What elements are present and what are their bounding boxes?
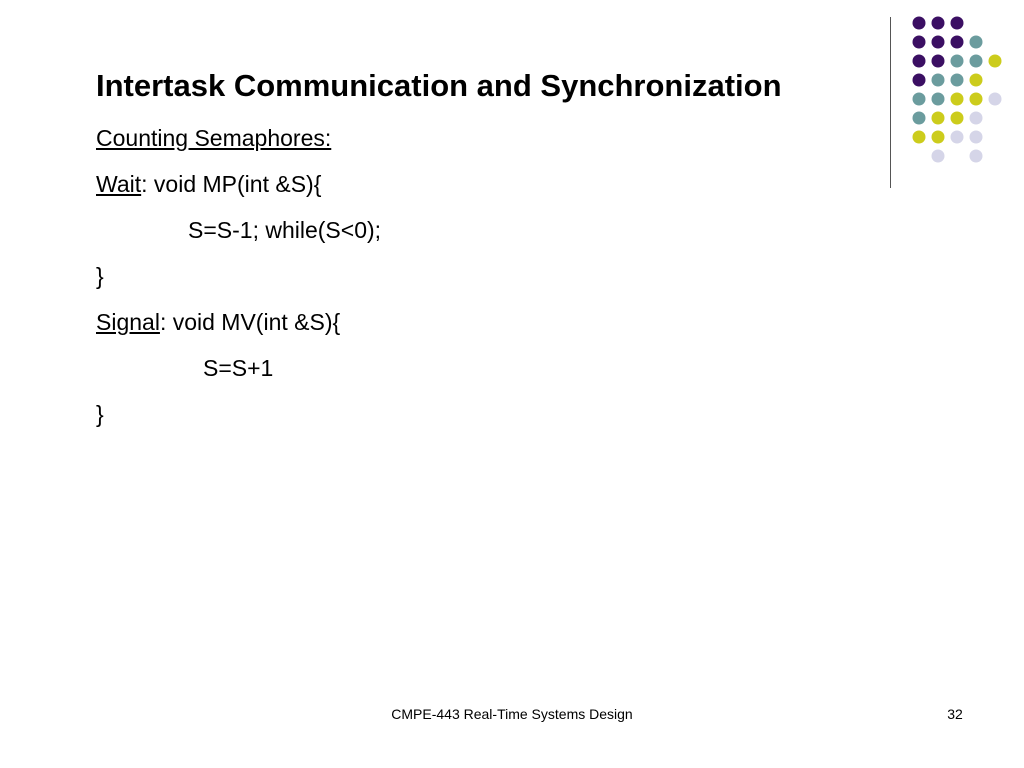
decor-dot	[913, 36, 926, 49]
decor-dot	[951, 55, 964, 68]
decor-dot	[970, 36, 983, 49]
signal-signature: : void MV(int &S){	[159, 309, 341, 335]
decor-divider-line	[890, 17, 891, 188]
decor-dot	[970, 150, 983, 163]
decor-dot	[932, 17, 945, 30]
decor-dot	[951, 17, 964, 30]
counting-semaphores-heading: Counting Semaphores:	[96, 125, 332, 151]
signal-close-brace: }	[96, 401, 104, 427]
decor-dot	[970, 74, 983, 87]
decor-dot	[913, 55, 926, 68]
decor-dot	[932, 112, 945, 125]
wait-body: S=S-1; while(S<0);	[188, 217, 382, 243]
decor-dot	[970, 55, 983, 68]
decor-dot	[989, 55, 1002, 68]
decor-dot	[970, 112, 983, 125]
decor-dot	[913, 74, 926, 87]
decor-dot	[951, 93, 964, 106]
decor-dot	[913, 112, 926, 125]
signal-label: Signal	[96, 309, 160, 335]
wait-close-brace: }	[96, 263, 104, 289]
wait-signature: : void MP(int &S){	[141, 171, 322, 197]
signal-body: S=S+1	[203, 355, 274, 381]
decor-dot	[932, 131, 945, 144]
decor-dot	[951, 131, 964, 144]
decor-dot	[932, 36, 945, 49]
decor-dot	[970, 131, 983, 144]
decor-dot	[913, 131, 926, 144]
decor-dot	[932, 93, 945, 106]
page-number: 32	[947, 706, 963, 722]
decor-dot	[932, 55, 945, 68]
decor-dot	[970, 93, 983, 106]
decor-dot	[951, 36, 964, 49]
wait-label: Wait	[96, 171, 142, 197]
decor-dot	[951, 74, 964, 87]
signal-line	[96, 307, 340, 337]
wait-line	[96, 169, 321, 199]
decor-dot	[951, 112, 964, 125]
decor-dot	[989, 93, 1002, 106]
decor-dot	[932, 74, 945, 87]
decor-dot	[932, 150, 945, 163]
footer-course-title: CMPE-443 Real-Time Systems Design	[391, 706, 633, 722]
decor-dot	[913, 93, 926, 106]
decor-dot	[913, 17, 926, 30]
slide-title: Intertask Communication and Synchronization	[96, 68, 782, 103]
